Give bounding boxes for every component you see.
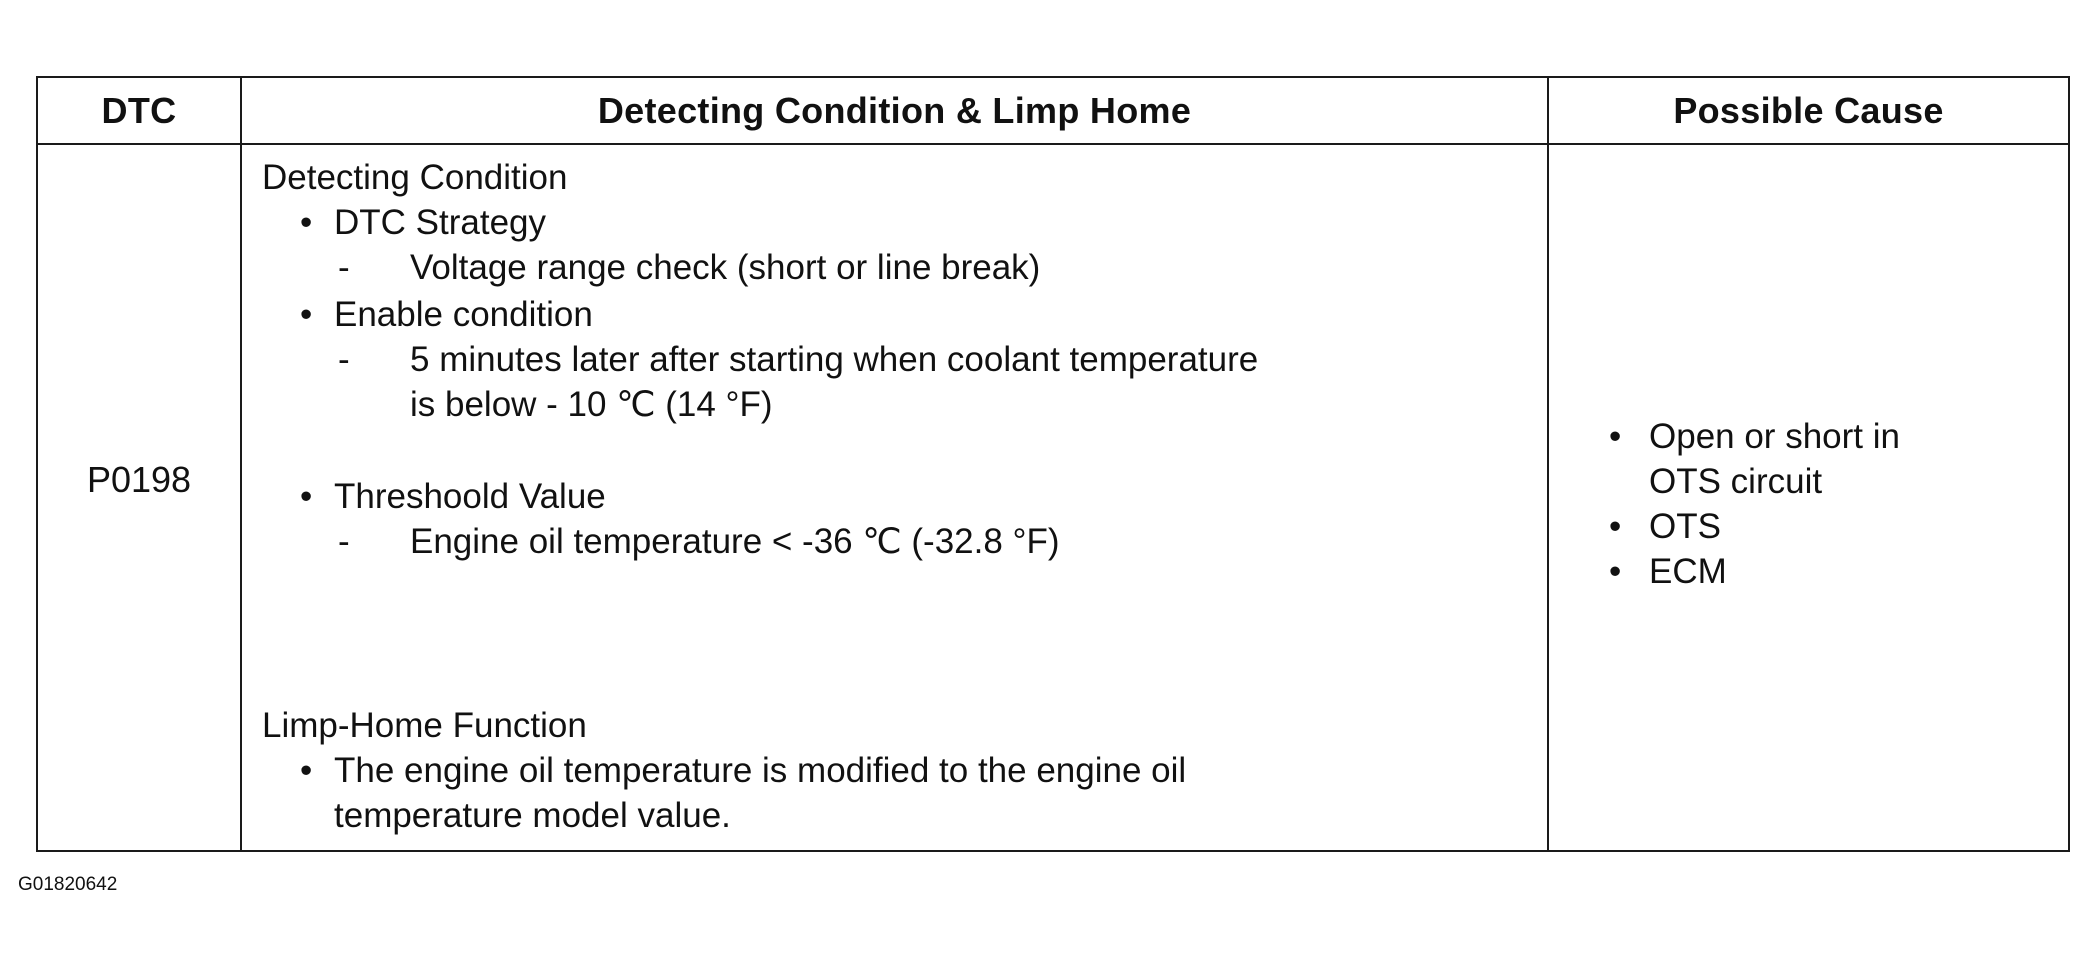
limp-home-bullet — [242, 748, 1547, 793]
enable-item-line2: is below - 10 ℃ (14 °F) — [410, 385, 773, 424]
header-dtc: DTC — [38, 78, 242, 145]
bullet-icon: • — [300, 295, 313, 334]
cause-item-line2: OTS circuit — [1649, 462, 1823, 501]
bullet-icon: • — [1609, 417, 1622, 456]
cause-item — [1609, 504, 1900, 549]
threshold-item — [242, 519, 1547, 564]
cause-list — [1609, 414, 1900, 594]
cause-item-line1: Open or short in — [1649, 417, 1900, 456]
bullet-icon: • — [1609, 507, 1622, 546]
enable-label: Enable condition — [334, 295, 593, 334]
dash-icon: - — [338, 340, 350, 379]
header-detecting-condition: Detecting Condition & Limp Home — [242, 78, 1549, 145]
limp-home-block — [242, 703, 1547, 838]
detecting-condition-title: Detecting Condition — [262, 158, 568, 197]
enable-bullet — [242, 292, 1547, 337]
threshold-block — [242, 474, 1547, 564]
enable-item — [242, 337, 1547, 382]
dash-icon: - — [338, 248, 350, 287]
bullet-icon: • — [300, 203, 313, 242]
bullet-icon: • — [300, 477, 313, 516]
possible-cause-cell — [1549, 145, 2068, 850]
cause-item-line1: OTS — [1649, 507, 1721, 546]
threshold-item-text: Engine oil temperature < -36 ℃ (-32.8 °F) — [410, 522, 1060, 561]
dtc-table — [36, 76, 2070, 852]
cause-item — [1609, 414, 1900, 504]
limp-home-line2: temperature model value. — [334, 796, 731, 835]
header-possible-cause: Possible Cause — [1549, 78, 2068, 145]
enable-condition-block — [242, 292, 1547, 427]
strategy-label: DTC Strategy — [334, 203, 546, 242]
bullet-icon: • — [1609, 552, 1622, 591]
strategy-bullet — [242, 200, 1547, 245]
threshold-label: Threshoold Value — [334, 477, 606, 516]
threshold-bullet — [242, 474, 1547, 519]
strategy-item-text: Voltage range check (short or line break) — [410, 248, 1041, 287]
dash-icon: - — [338, 522, 350, 561]
limp-home-line1: The engine oil temperature is modified to the engine oil — [334, 751, 1187, 790]
detecting-condition-block — [242, 155, 1547, 290]
cause-item — [1609, 549, 1900, 594]
limp-home-title: Limp-Home Function — [262, 706, 587, 745]
strategy-item — [242, 245, 1547, 290]
condition-cell — [242, 145, 1549, 850]
enable-item-line1: 5 minutes later after starting when coolant temperature — [410, 340, 1259, 379]
dtc-code: P0198 — [38, 145, 242, 850]
figure-id: G01820642 — [18, 874, 118, 895]
cause-item-line1: ECM — [1649, 552, 1727, 591]
bullet-icon: • — [300, 751, 313, 790]
